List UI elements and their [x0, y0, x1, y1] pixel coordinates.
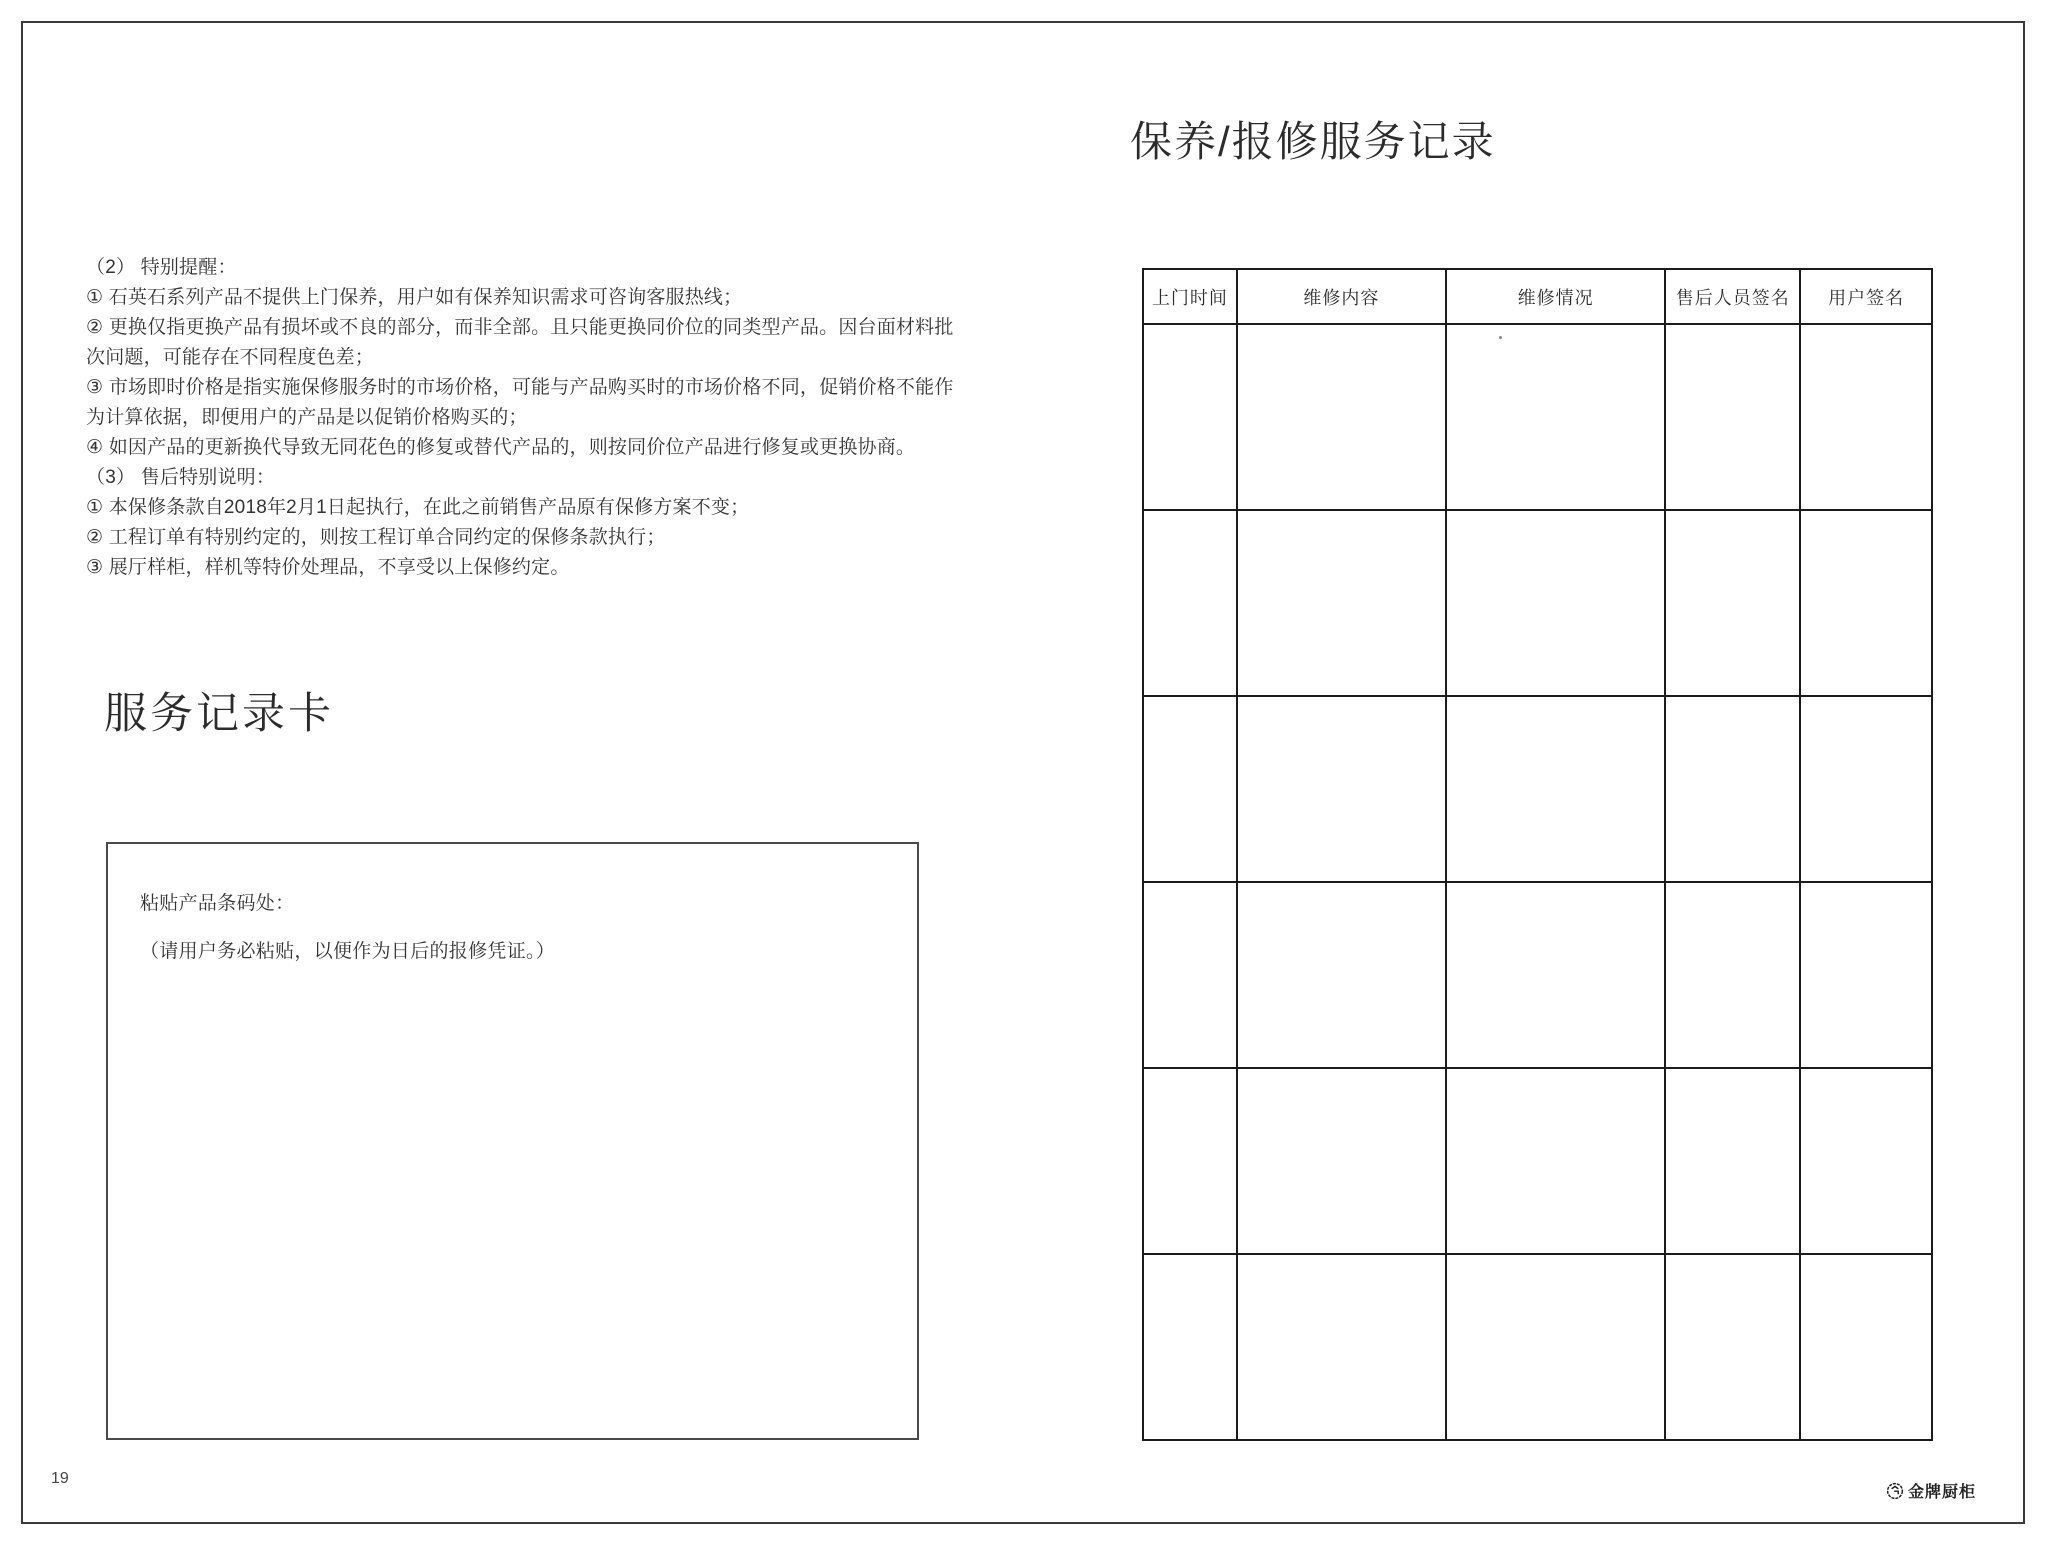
- table-row-empty: [1143, 1254, 1932, 1440]
- note-line: 次问题，可能存在不同程度色差；: [86, 347, 375, 368]
- page-number: 19: [51, 1470, 69, 1487]
- note-line: （3） 售后特别说明：: [86, 467, 276, 488]
- table-cell-empty: [1143, 510, 1237, 696]
- table-cell-empty: [1143, 1254, 1237, 1440]
- table-cell-empty: [1800, 510, 1932, 696]
- table-cell-empty: [1237, 510, 1446, 696]
- table-row-empty: [1143, 1068, 1932, 1254]
- table-cell-empty: [1237, 1254, 1446, 1440]
- table-cell-empty: [1800, 1254, 1932, 1440]
- table-cell-empty: [1800, 1068, 1932, 1254]
- note-line: ① 本保修条款自2018年2月1日起执行，在此之前销售产品原有保修方案不变；: [86, 497, 750, 518]
- table-header-row: [1143, 269, 1932, 324]
- brand-g-icon: [1886, 1482, 1904, 1500]
- table-cell-empty: [1237, 1068, 1446, 1254]
- table-cell-empty: [1665, 1068, 1800, 1254]
- table-cell-empty: [1665, 324, 1800, 510]
- column-header-aftersales-signature: 售后人员签名: [1665, 269, 1800, 324]
- brand-logo: [1886, 1479, 1976, 1502]
- table-cell-empty: [1446, 510, 1665, 696]
- barcode-box-text: [108, 844, 917, 976]
- column-header-user-signature: 用户签名: [1800, 269, 1932, 324]
- table-cell-empty: [1446, 1254, 1665, 1440]
- table-row-empty: [1143, 324, 1932, 510]
- table-cell-empty: [1237, 882, 1446, 1068]
- service-table-body: [1143, 324, 1932, 1440]
- note-line: ② 工程订单有特别约定的，则按工程订单合同约定的保修条款执行；: [86, 527, 666, 548]
- note-line: ② 更换仅指更换产品有损坏或不良的部分，而非全部。且只能更换同价位的同类型产品。因台面材料批: [86, 317, 954, 338]
- table-cell-empty: [1446, 882, 1665, 1068]
- note-line: ① 石英石系列产品不提供上门保养，用户如有保养知识需求可咨询客服热线；: [86, 287, 743, 308]
- note-line: ③ 市场即时价格是指实施保修服务时的市场价格，可能与产品购买时的市场价格不同，促销价格不能作: [86, 377, 954, 398]
- table-cell-empty: [1665, 510, 1800, 696]
- table-row-empty: [1143, 882, 1932, 1068]
- table-row-empty: [1143, 510, 1932, 696]
- barcode-box-line1: 粘贴产品条码处：: [140, 893, 295, 914]
- section-title-service-record-card: 服务记录卡: [104, 690, 334, 738]
- service-record-table: [1142, 268, 1933, 1441]
- note-line: ③ 展厅样柜，样机等特价处理品，不享受以上保修约定。: [86, 557, 570, 578]
- table-cell-empty: [1800, 696, 1932, 882]
- note-line: ④ 如因产品的更新换代导致无同花色的修复或替代产品的，则按同价位产品进行修复或更换协商。: [86, 437, 916, 458]
- table-row-empty: [1143, 696, 1932, 882]
- table-cell-empty: [1143, 696, 1237, 882]
- barcode-box-line2: （请用户务必粘贴，以便作为日后的报修凭证。）: [140, 941, 556, 962]
- table-cell-empty: [1143, 882, 1237, 1068]
- column-header-visit-time: 上门时间: [1143, 269, 1237, 324]
- table-cell-empty: [1143, 324, 1237, 510]
- table-cell-empty: [1237, 696, 1446, 882]
- table-cell-empty: [1446, 1068, 1665, 1254]
- column-header-repair-content: 维修内容: [1237, 269, 1446, 324]
- brand-name: 金牌厨柜: [1908, 1484, 1977, 1501]
- table-cell-empty: [1143, 1068, 1237, 1254]
- barcode-paste-box: [106, 842, 919, 1440]
- note-line: （2） 特别提醒：: [86, 257, 237, 278]
- table-cell-empty: [1800, 882, 1932, 1068]
- table-cell-empty: [1665, 696, 1800, 882]
- warranty-notes-block: [86, 253, 954, 583]
- column-header-repair-status: 维修情况: [1446, 269, 1665, 324]
- table-cell-empty: [1237, 324, 1446, 510]
- table-cell-empty: [1446, 324, 1665, 510]
- page-title-maintenance-repair-record: 保养/报修服务记录: [1130, 118, 1496, 165]
- note-line: 为计算依据，即便用户的产品是以促销价格购买的；: [86, 407, 528, 428]
- print-speck-artifact: [1499, 336, 1502, 339]
- table-cell-empty: [1665, 1254, 1800, 1440]
- table-cell-empty: [1665, 882, 1800, 1068]
- table-cell-empty: [1800, 324, 1932, 510]
- table-cell-empty: [1446, 696, 1665, 882]
